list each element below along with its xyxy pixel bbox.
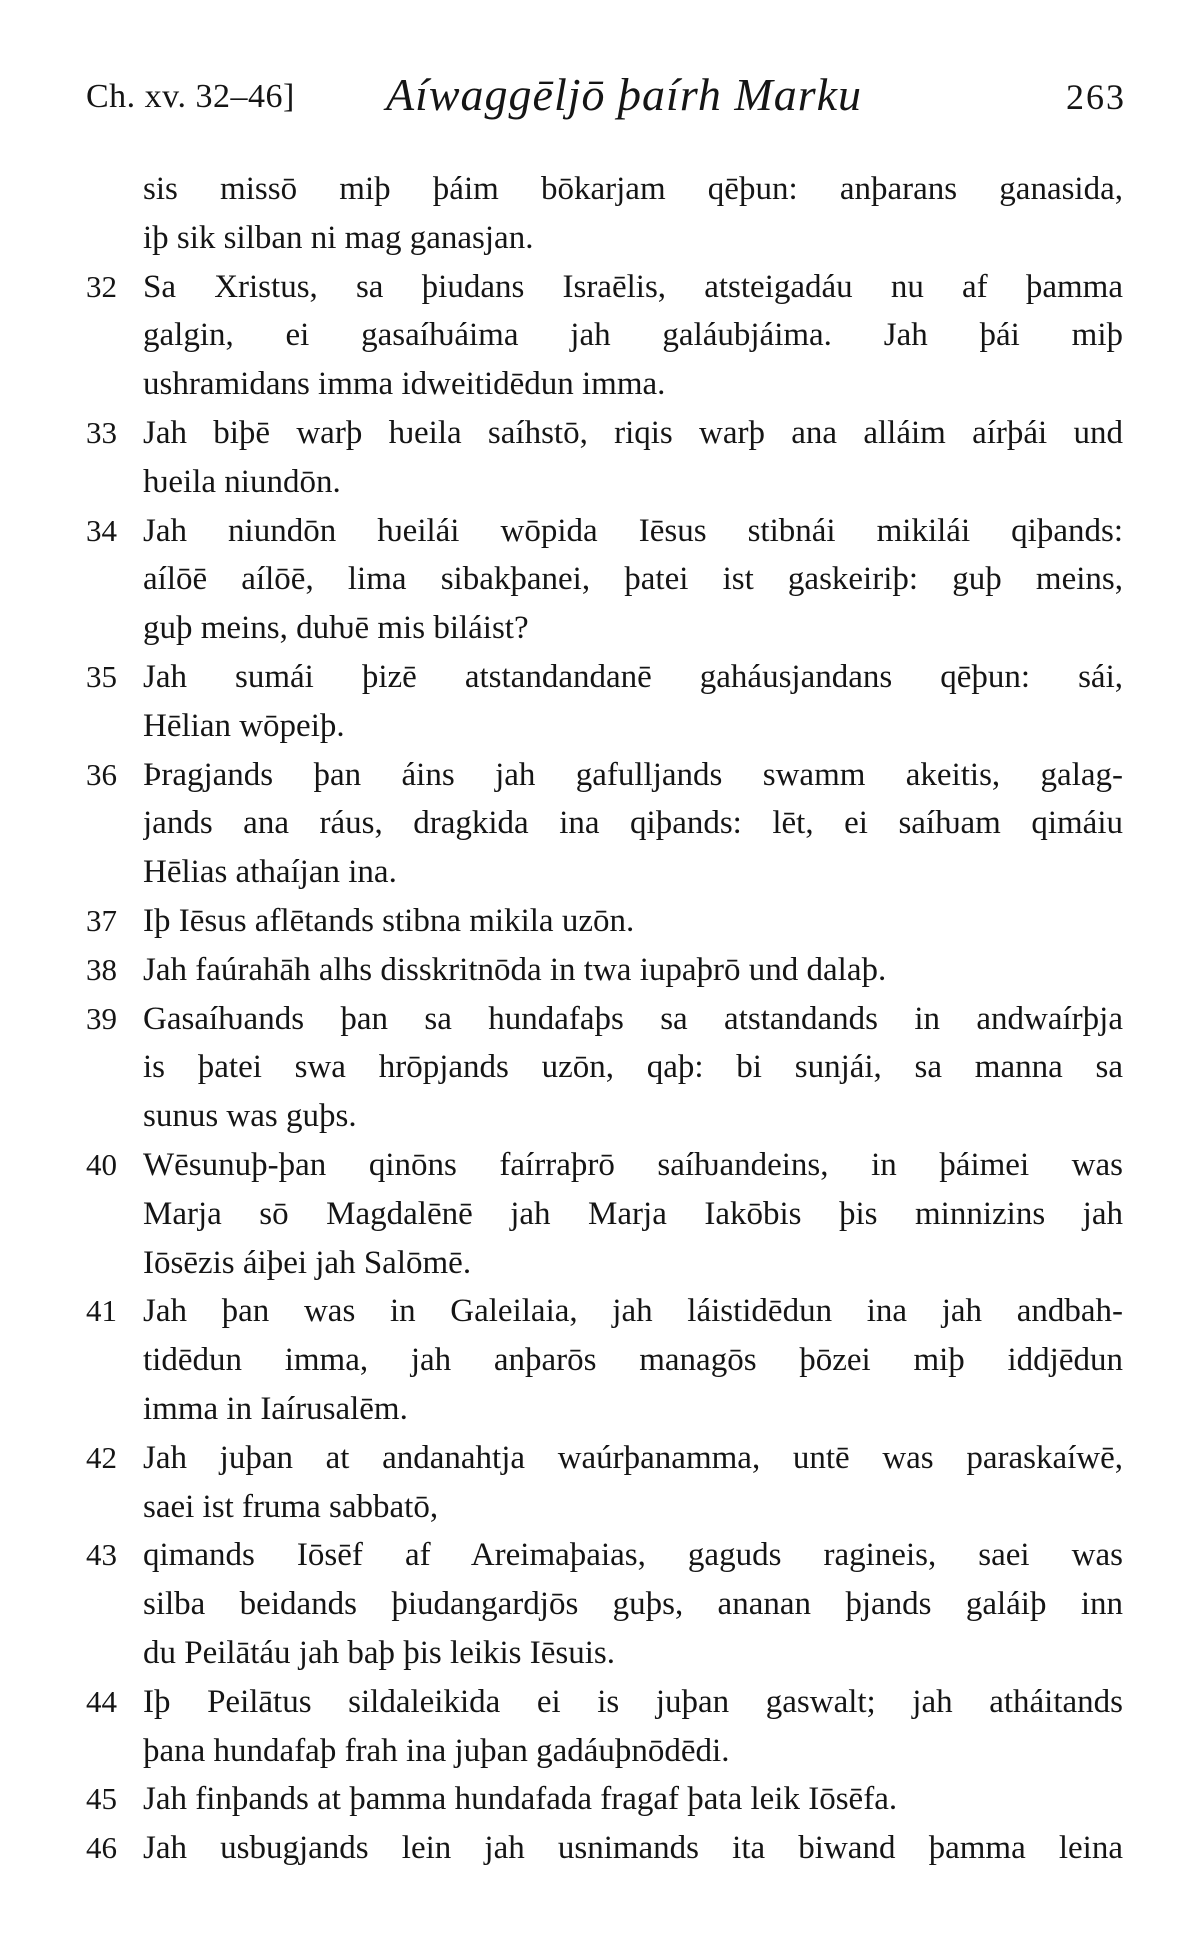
verse-text: Jah sumái þizē atstandandanē gaháusjandans qēþun: sái, [143, 659, 1123, 695]
text-line [86, 1484, 1126, 1530]
verse-text: Jah finþands at þamma hundafada fragaf þata leik Iōsēfa. [143, 1781, 898, 1818]
text-line [86, 459, 1126, 505]
text-line [86, 556, 1126, 602]
verse-text: Wēsunuþ-þan qinōns faírraþrō saíƕandeins, in þáimei was [143, 1147, 1123, 1183]
verse-number: 37 [86, 903, 117, 938]
verse-text: jands ana ráus, dragkida ina qiþands: lēt, ei saíƕam qimáiu [143, 805, 1123, 842]
text-line [86, 1142, 1126, 1188]
verse-text: Sa Xristus, sa þiudans Israēlis, atsteigadáu nu af þamma [143, 268, 1123, 305]
verse-number: 46 [86, 1830, 117, 1866]
text-line [86, 1679, 1126, 1725]
text-line [86, 654, 1126, 700]
text-line [86, 605, 1126, 651]
verse-number: 42 [86, 1439, 117, 1475]
verse-text: Jah niundōn ƕeilái wōpida Iēsus stibnái mikilái qiþands: [143, 512, 1123, 549]
text-line [86, 898, 1126, 944]
text-line [86, 1435, 1126, 1481]
text-line [86, 361, 1126, 407]
text-line [86, 1630, 1126, 1676]
text-line [86, 1532, 1126, 1578]
text-line [86, 410, 1126, 456]
text-line [86, 1825, 1126, 1871]
text-line [86, 1337, 1126, 1383]
verse-text: sunus was guþs. [143, 1098, 357, 1135]
verse-number: 36 [86, 756, 117, 792]
text-line [86, 264, 1126, 310]
verse-number: 39 [86, 1000, 117, 1036]
text-line [86, 1581, 1126, 1627]
verse-text: guþ meins, duƕē mis biláist? [143, 610, 529, 647]
text-line [86, 800, 1126, 846]
verse-text: Iōsēzis áiþei jah Salōmē. [143, 1244, 472, 1281]
verse-number: 45 [86, 1781, 117, 1817]
text-line [86, 849, 1126, 895]
verse-text: qimands Iōsēf af Areimaþaias, gaguds ragineis, saei was [143, 1537, 1123, 1574]
verse-number: 38 [86, 951, 117, 987]
verse-text: sis missō miþ þáim bōkarjam qēþun: anþarans ganasida, [143, 171, 1123, 207]
verse-text: is þatei swa hrōpjands uzōn, qaþ: bi sunjái, sa manna sa [143, 1049, 1123, 1086]
text-line [86, 1288, 1126, 1334]
verse-number: 33 [86, 415, 117, 450]
verse-text: Iþ Peilātus sildaleikida ei is juþan gaswalt; jah atháitands [143, 1683, 1123, 1720]
verse-text: iþ sik silban ni mag ganasjan. [143, 219, 534, 256]
running-header [86, 68, 1126, 128]
text-line [86, 166, 1126, 212]
text-line [86, 1728, 1126, 1774]
verse-number: 43 [86, 1537, 117, 1573]
verse-text: ushramidans imma idweitidēdun imma. [143, 366, 666, 403]
verse-text: Jah faúrahāh alhs disskritnōda in twa iupaþrō und dalaþ. [143, 951, 887, 988]
verse-number: 40 [86, 1147, 117, 1182]
verse-text: Þragjands þan áins jah gafulljands swamm akeitis, galag- [143, 756, 1123, 793]
verse-text: du Peilātáu jah baþ þis leikis Iēsuis. [143, 1635, 616, 1671]
page-number: 263 [1066, 77, 1126, 117]
text-line [86, 752, 1126, 798]
text-line [86, 996, 1126, 1042]
verse-text: Marja sō Magdalēnē jah Marja Iakōbis þis minnizins jah [143, 1195, 1123, 1232]
verse-number: 34 [86, 512, 117, 548]
text-line [86, 703, 1126, 749]
text-line [86, 312, 1126, 358]
text-line [86, 1044, 1126, 1090]
verse-text: ƕeila niundōn. [143, 463, 341, 500]
text-line [86, 508, 1126, 554]
verse-text: Iþ Iēsus aflētands stibna mikila uzōn. [143, 903, 635, 939]
chapter-verse-reference: Ch. xv. 32–46] [86, 78, 295, 115]
verse-text: Jah biþē warþ ƕeila saíhstō, riqis warþ ana alláim aírþái und [143, 415, 1123, 451]
text-line [86, 1386, 1126, 1432]
verse-text: þana hundafaþ frah ina juþan gadáuþnōdēdi. [143, 1732, 730, 1769]
verse-number: 32 [86, 268, 117, 304]
verse-text: imma in Iaírusalēm. [143, 1391, 408, 1427]
verse-number: 35 [86, 659, 117, 694]
text-line [86, 1776, 1126, 1822]
verse-text: silba beidands þiudangardjōs guþs, ananan þjands galáiþ inn [143, 1586, 1123, 1623]
text-line [86, 1093, 1126, 1139]
verse-text: Jah þan was in Galeilaia, jah láistidēdun ina jah andbah- [143, 1293, 1123, 1330]
text-line [86, 1240, 1126, 1286]
verse-text: Hēlias athaíjan ina. [143, 854, 397, 891]
verse-text: tidēdun imma, jah anþarōs managōs þōzei miþ iddjēdun [143, 1342, 1123, 1379]
running-title: Aíwaggēljō þaírh Marku [386, 69, 863, 120]
verse-text: galgin, ei gasaíƕáima jah galáubjáima. Jah þái miþ [143, 317, 1123, 354]
verse-text: Hēlian wōpeiþ. [143, 707, 345, 744]
text-line [86, 947, 1126, 993]
text-line [86, 215, 1126, 261]
verse-text: Jah usbugjands lein jah usnimands ita biwand þamma leina [143, 1830, 1123, 1867]
verse-text: Gasaíƕands þan sa hundafaþs sa atstandands in andwaírþja [143, 1000, 1123, 1037]
text-line [86, 1191, 1126, 1237]
verse-number: 44 [86, 1683, 117, 1719]
verse-text: Jah juþan at andanahtja waúrþanamma, untē was paraskaíwē, [143, 1439, 1123, 1476]
verse-number: 41 [86, 1293, 117, 1329]
verse-text: saei ist fruma sabbatō, [143, 1488, 439, 1525]
verse-text: aílōē aílōē, lima sibakþanei, þatei ist gaskeiriþ: guþ meins, [143, 561, 1123, 598]
